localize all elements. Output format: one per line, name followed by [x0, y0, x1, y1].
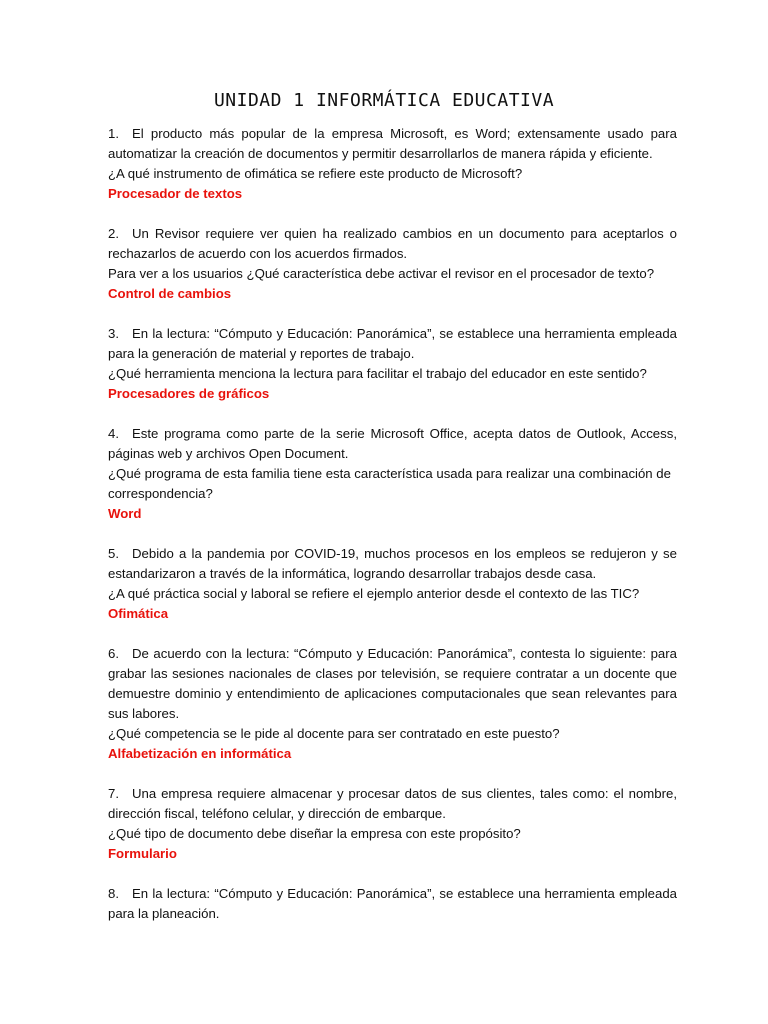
question-statement [108, 124, 677, 164]
question-item [108, 424, 677, 524]
question-number: 6. [108, 646, 119, 661]
question-prompt: ¿Qué competencia se le pide al docente para ser contratado en este puesto? [108, 726, 560, 741]
question-statement [108, 424, 677, 464]
question-prompt: ¿A qué instrumento de ofimática se refiere este producto de Microsoft? [108, 166, 523, 181]
question-answer: Procesadores de gráficos [108, 386, 270, 401]
statement-text: De acuerdo con la lectura: “Cómputo y Educación: Panorámica”, contesta lo siguiente: para grabar las sesiones nacionales de clases por televisión, se requiere contratar a un docente que demuestre dominio y entendimiento de aplicaciones computacionales que sean relevantes para sus labores. [108, 646, 677, 721]
page-title: UNIDAD 1 INFORMÁTICA EDUCATIVA [213, 90, 555, 111]
question-number: 5. [108, 546, 119, 561]
question-statement [108, 784, 677, 824]
question-answer: Control de cambios [108, 286, 232, 301]
question-number: 8. [108, 886, 119, 901]
question-number: 7. [108, 786, 119, 801]
question-item [108, 324, 677, 404]
question-number: 1. [108, 126, 119, 141]
statement-text: El producto más popular de la empresa Microsoft, es Word; extensamente usado para automatizar la creación de documentos y permitir desarrollarlos de manera rápida y eficiente. [108, 126, 677, 161]
question-item [108, 224, 677, 304]
question-item [108, 124, 677, 204]
question-list [108, 124, 677, 944]
question-number: 2. [108, 226, 119, 241]
question-prompt: Para ver a los usuarios ¿Qué característica debe activar el revisor en el procesador de texto? [108, 266, 655, 281]
question-number: 4. [108, 426, 119, 441]
question-statement [108, 324, 677, 364]
statement-text: Este programa como parte de la serie Microsoft Office, acepta datos de Outlook, Access, páginas web y archivos Open Document. [108, 426, 677, 461]
question-answer: Ofimática [108, 606, 169, 621]
question-statement [108, 544, 677, 584]
question-answer: Word [108, 506, 142, 521]
statement-text: Una empresa requiere almacenar y procesar datos de sus clientes, tales como: el nombre, dirección fiscal, teléfono celular, y dirección de embarque. [108, 786, 677, 821]
question-item [108, 544, 677, 624]
question-prompt: ¿Qué herramienta menciona la lectura para facilitar el trabajo del educador en este sentido? [108, 366, 647, 381]
question-item [108, 784, 677, 864]
question-statement [108, 644, 677, 724]
question-answer: Alfabetización en informática [108, 746, 292, 761]
statement-text: Debido a la pandemia por COVID-19, muchos procesos en los empleos se redujeron y se estandarizaron a través de la informática, logrando desarrollar trabajos desde casa. [108, 546, 677, 581]
question-prompt: ¿Qué programa de esta familia tiene esta característica usada para realizar una combinación de correspondencia? [108, 466, 671, 501]
statement-text: En la lectura: “Cómputo y Educación: Panorámica”, se establece una herramienta empleada para la planeación. [108, 886, 677, 921]
question-prompt: ¿A qué práctica social y laboral se refiere el ejemplo anterior desde el contexto de las TIC? [108, 586, 640, 601]
question-statement [108, 884, 677, 924]
question-prompt: ¿Qué tipo de documento debe diseñar la empresa con este propósito? [108, 826, 521, 841]
question-item [108, 644, 677, 764]
question-answer: Procesador de textos [108, 186, 243, 201]
question-answer: Formulario [108, 846, 177, 861]
question-statement [108, 224, 677, 264]
statement-text: Un Revisor requiere ver quien ha realizado cambios en un documento para aceptarlos o rechazarlos de acuerdo con los acuerdos firmados. [108, 226, 677, 261]
question-item [108, 884, 677, 924]
statement-text: En la lectura: “Cómputo y Educación: Panorámica”, se establece una herramienta empleada para la generación de material y reportes de trabajo. [108, 326, 677, 361]
question-number: 3. [108, 326, 119, 341]
